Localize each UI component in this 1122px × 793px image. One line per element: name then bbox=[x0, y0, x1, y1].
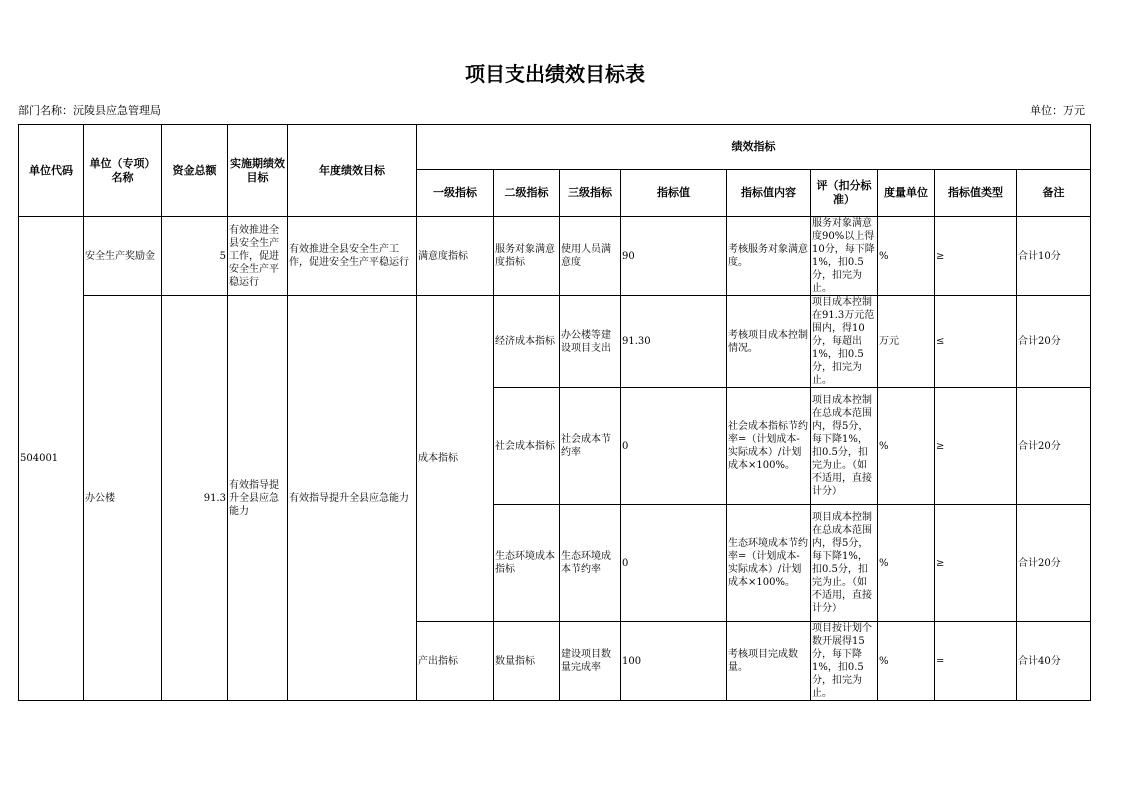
level1-cell: 产出指标 bbox=[417, 622, 494, 701]
score-cell: 项目成本控制在总成本范围内，得5分，每下降1%，扣0.5分，扣完为止。（如不适用，直接计分） bbox=[811, 505, 878, 622]
project-name-cell: 安全生产奖励金 bbox=[84, 217, 162, 296]
department-label: 部门名称：沅陵县应急管理局 bbox=[18, 104, 161, 117]
remark-cell: 合计40分 bbox=[1017, 622, 1091, 701]
type-cell: ≥ bbox=[935, 217, 1017, 296]
project-name-cell: 办公楼 bbox=[84, 296, 162, 701]
value-cell: 0 bbox=[621, 505, 727, 622]
level2-cell: 数量指标 bbox=[494, 622, 560, 701]
value-cell: 0 bbox=[621, 388, 727, 505]
level1-cell: 成本指标 bbox=[417, 296, 494, 622]
value-cell: 100 bbox=[621, 622, 727, 701]
value-cell: 90 bbox=[621, 217, 727, 296]
period-goal-cell: 有效指导提升全县应急能力 bbox=[228, 296, 288, 701]
level2-cell: 经济成本指标 bbox=[494, 296, 560, 388]
level3-cell: 生态环境成本节约率 bbox=[560, 505, 621, 622]
type-cell: ≥ bbox=[935, 505, 1017, 622]
unit-cell: % bbox=[878, 622, 935, 701]
type-cell: ≥ bbox=[935, 388, 1017, 505]
level2-cell: 生态环境成本指标 bbox=[494, 505, 560, 622]
remark-cell: 合计20分 bbox=[1017, 505, 1091, 622]
level2-cell: 社会成本指标 bbox=[494, 388, 560, 505]
score-cell: 项目按计划个数开展得15分，每下降1%，扣0.5分，扣完为止。 bbox=[811, 622, 878, 701]
header-unit-code: 单位代码 bbox=[19, 125, 84, 217]
remark-cell: 合计20分 bbox=[1017, 388, 1091, 505]
type-cell: ≤ bbox=[935, 296, 1017, 388]
header-perf-indicators: 绩效指标 bbox=[417, 125, 1091, 170]
score-cell: 服务对象满意度90%以上得10分，每下降1%，扣0.5分，扣完为止。 bbox=[811, 217, 878, 296]
level3-cell: 办公楼等建设项目支出 bbox=[560, 296, 621, 388]
remark-cell: 合计20分 bbox=[1017, 296, 1091, 388]
content-cell: 考核服务对象满意度。 bbox=[727, 217, 811, 296]
performance-table bbox=[18, 124, 1091, 701]
level1-cell: 满意度指标 bbox=[417, 217, 494, 296]
content-cell: 社会成本指标节约率=（计划成本-实际成本）/计划成本×100%。 bbox=[727, 388, 811, 505]
header-period-goal: 实施期绩效目标 bbox=[228, 125, 288, 217]
header-total-funds: 资金总额 bbox=[162, 125, 228, 217]
header-measure-unit: 度量单位 bbox=[878, 170, 935, 217]
header-remark: 备注 bbox=[1017, 170, 1091, 217]
unit-code-cell: 504001 bbox=[19, 217, 84, 701]
unit-cell: % bbox=[878, 217, 935, 296]
header-project-name: 单位（专项）名称 bbox=[84, 125, 162, 217]
content-cell: 考核项目完成数量。 bbox=[727, 622, 811, 701]
header-value: 指标值 bbox=[621, 170, 727, 217]
period-goal-cell: 有效推进全县安全生产工作，促进安全生产平稳运行 bbox=[228, 217, 288, 296]
header-level1: 一级指标 bbox=[417, 170, 494, 217]
level2-cell: 服务对象满意度指标 bbox=[494, 217, 560, 296]
header-score: 评（扣分标准） bbox=[811, 170, 878, 217]
amount-cell: 91.3 bbox=[162, 296, 228, 701]
level3-cell: 社会成本节约率 bbox=[560, 388, 621, 505]
currency-unit-label: 单位：万元 bbox=[1030, 104, 1085, 117]
content-cell: 考核项目成本控制情况。 bbox=[727, 296, 811, 388]
type-cell: = bbox=[935, 622, 1017, 701]
level3-cell: 使用人员满意度 bbox=[560, 217, 621, 296]
unit-cell: % bbox=[878, 505, 935, 622]
page-title: 项目支出绩效目标表 bbox=[465, 62, 645, 86]
unit-cell: % bbox=[878, 388, 935, 505]
unit-cell: 万元 bbox=[878, 296, 935, 388]
amount-cell: 5 bbox=[162, 217, 228, 296]
table-row bbox=[19, 296, 1091, 388]
table-row bbox=[19, 217, 1091, 296]
level3-cell: 建设项目数量完成率 bbox=[560, 622, 621, 701]
header-level3: 三级指标 bbox=[560, 170, 621, 217]
header-level2: 二级指标 bbox=[494, 170, 560, 217]
content-cell: 生态环境成本节约率=（计划成本-实际成本）/计划成本×100%。 bbox=[727, 505, 811, 622]
header-value-type: 指标值类型 bbox=[935, 170, 1017, 217]
annual-goal-cell: 有效推进全县安全生产工作，促进安全生产平稳运行 bbox=[288, 217, 417, 296]
value-cell: 91.30 bbox=[621, 296, 727, 388]
header-annual-goal: 年度绩效目标 bbox=[288, 125, 417, 217]
header-content: 指标值内容 bbox=[727, 170, 811, 217]
annual-goal-cell: 有效指导提升全县应急能力 bbox=[288, 296, 417, 701]
remark-cell: 合计10分 bbox=[1017, 217, 1091, 296]
header-row-1 bbox=[19, 125, 1091, 170]
score-cell: 项目成本控制在总成本范围内，得5分，每下降1%，扣0.5分，扣完为止。（如不适用，直接计分） bbox=[811, 388, 878, 505]
score-cell: 项目成本控制在91.3万元范围内，得10分，每超出1%，扣0.5分，扣完为止。 bbox=[811, 296, 878, 388]
